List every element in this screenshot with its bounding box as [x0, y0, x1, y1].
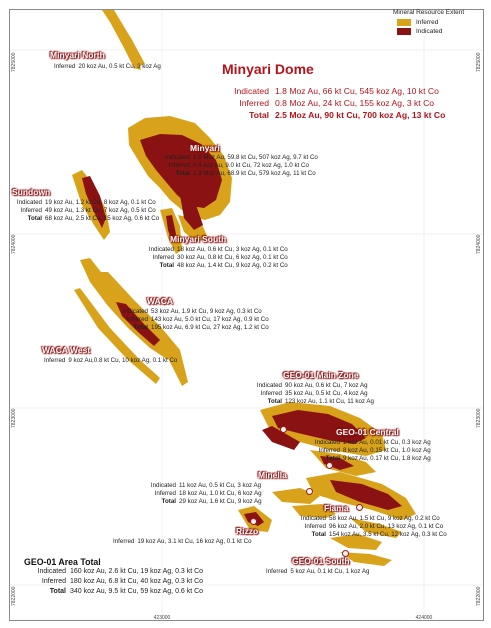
area-row-value: 340 koz Au, 9.5 kt Cu, 59 koz Ag, 0.6 kt Co: [70, 588, 204, 596]
row-label: Inferred: [54, 63, 76, 70]
row-label: Inferred: [154, 489, 176, 497]
fiama-title: Fiama: [324, 503, 349, 513]
area-row-inferred: [24, 577, 203, 587]
row-label: Inferred: [304, 522, 326, 530]
row-label: Indicated: [16, 199, 42, 206]
rizzo-title: Rizzo: [236, 526, 259, 536]
drillhole-marker: [306, 488, 313, 495]
row-label: Inferred: [20, 206, 42, 214]
dome-label: Total: [249, 110, 269, 121]
row-value: 0.4 koz Au, 9.0 kt Cu, 72 koz Ag, 1.0 kt Co: [193, 161, 309, 169]
row-label: Inferred: [126, 315, 148, 323]
row-label: Indicated: [300, 515, 326, 522]
row-label: Total: [175, 169, 190, 177]
legend-title: Mineral Resource Extent: [393, 9, 465, 16]
row-label: Inferred: [318, 446, 340, 454]
row-value: 19 koz Au, 3.1 kt Cu, 16 koz Ag, 0.1 kt Co: [137, 538, 252, 545]
row-label: Total: [159, 261, 174, 269]
geo01-south-inferred: [266, 568, 369, 576]
waca-title: WACA: [147, 296, 173, 306]
legend-swatch-inferred: [397, 19, 411, 26]
minyari-south-title: Minyari South: [170, 234, 227, 244]
row-label: Inferred: [152, 253, 174, 261]
row-label: Indicated: [150, 482, 176, 489]
dome-title: Minyari Dome: [222, 61, 314, 77]
row-value: 1.5 Moz Au, 59.8 kt Cu, 507 koz Ag, 9.7 kt Co: [193, 154, 318, 161]
minyari-north-title: Minyari North: [50, 50, 105, 60]
minyari-south-table: [140, 246, 288, 269]
row-value: 11 koz Au, 0.5 kt Cu, 3 koz Ag: [179, 482, 262, 489]
row-value: 8 koz Au, 0.15 kt Cu, 1.0 koz Ag: [343, 446, 431, 454]
dome-row-inferred: [232, 97, 445, 109]
geo01-central-title: GEO-01 Central: [336, 427, 399, 437]
row-value: 123 koz Au, 1.1 kt Cu, 11 koz Ag: [285, 397, 374, 405]
y-tick-right-7822000: 7822000: [476, 586, 482, 606]
row-value: 1 koz Au, 0.01 kt Cu, 0.3 koz Ag: [343, 439, 431, 446]
row-label: Indicated: [314, 439, 340, 446]
area-row-value: 180 koz Au, 6.8 kt Cu, 40 koz Ag, 0.3 kt Co: [70, 578, 204, 586]
row-value: 195 koz Au, 6.9 kt Cu, 27 koz Ag, 1.2 kt Co: [151, 323, 269, 331]
legend-label-indicated: Indicated: [416, 28, 443, 35]
drillhole-marker: [326, 462, 333, 469]
row-label: Total: [161, 497, 176, 505]
area-row-total: [24, 587, 203, 597]
row-value: 5 koz Au, 0.1 kt Cu, 1 koz Ag: [290, 568, 370, 575]
geo01-main-title: GEO-01 Main Zone: [283, 370, 359, 380]
geo01-central-table: [306, 439, 431, 462]
row-label: Total: [133, 323, 148, 331]
y-tick-right-7823000: 7823000: [476, 408, 482, 428]
row-value: 49 koz Au, 1.3 kt Cu, 7 koz Ag, 0.5 kt Co: [45, 206, 156, 214]
waca-west-title: WACA West: [42, 345, 91, 355]
legend-swatch-indicated: [397, 28, 411, 35]
dome-value: 1.8 Moz Au, 66 kt Cu, 545 koz Ag, 10 kt Co: [275, 86, 439, 96]
drillhole-marker: [280, 426, 287, 433]
row-value: 96 koz Au, 2.0 kt Cu, 13 koz Ag, 0.1 kt Co: [329, 522, 444, 530]
row-label: Indicated: [122, 308, 148, 315]
row-value: 58 koz Au, 1.5 kt Cu, 9 koz Ag, 0.2 kt Co: [329, 515, 440, 522]
area-total: [24, 557, 203, 597]
minella-title: Minella: [258, 470, 287, 480]
row-label: Inferred: [113, 538, 135, 545]
row-label: Indicated: [148, 246, 174, 253]
minyari-outline: [128, 116, 232, 242]
row-value: 143 koz Au, 5.0 kt Cu, 17 koz Ag, 0.9 kt Co: [151, 315, 269, 323]
dome-summary: [232, 85, 445, 121]
dome-row-total: [232, 109, 445, 121]
area-row-label: Inferred: [41, 578, 66, 586]
row-value: 154 koz Au, 3.5 kt Cu, 12 koz Ag, 0.3 kt Co: [329, 530, 447, 538]
area-row-value: 160 koz Au, 2.6 kt Cu, 19 koz Ag, 0.3 kt Co: [70, 568, 204, 575]
row-value: 1.9 Moz Au, 68.9 kt Cu, 579 koz Ag, 11 kt Co: [193, 169, 316, 177]
x-tick-423000: 423000: [153, 615, 171, 621]
y-tick-7824000: 7824000: [11, 234, 17, 254]
fiama-table: [292, 515, 447, 538]
y-tick-right-7825000: 7825000: [476, 52, 482, 72]
minyari-table: [156, 154, 318, 177]
row-label: Inferred: [260, 389, 282, 397]
row-value: 29 koz Au, 1.6 kt Cu, 9 koz Ag: [179, 497, 262, 505]
dome-value: 2.5 Moz Au, 90 kt Cu, 700 koz Ag, 13 kt Co: [275, 110, 446, 121]
waca-table: [114, 308, 269, 331]
dome-label: Indicated: [234, 86, 269, 96]
area-row-label: Total: [49, 588, 66, 596]
minyari-north-inferred: [54, 63, 161, 71]
geo01-south-title: GEO-01 South: [292, 556, 350, 566]
drillhole-marker: [250, 518, 257, 525]
legend: [393, 9, 464, 37]
y-tick-7823000: 7823000: [11, 408, 17, 428]
row-value: 19 koz Au, 1.2 kt Cu, 8 koz Ag, 0.1 kt Co: [45, 199, 156, 206]
row-value: 48 koz Au, 1.4 kt Cu, 9 koz Ag, 0.2 kt Co: [177, 261, 288, 269]
dome-row-indicated: [232, 85, 445, 97]
rizzo-inferred: [113, 538, 252, 546]
area-row-indicated: [24, 567, 203, 577]
row-value: 18 koz Au, 1.0 kt Cu, 6 koz Ag: [179, 489, 262, 497]
area-row-label: Indicated: [37, 568, 66, 575]
row-label: Total: [325, 454, 340, 462]
row-value: 68 koz Au, 2.5 kt Cu, 15 koz Ag, 0.6 kt Co: [45, 214, 160, 222]
row-label: Total: [27, 214, 42, 222]
y-tick-right-7824000: 7824000: [476, 234, 482, 254]
sundown-title: Sundown: [12, 187, 51, 197]
drillhole-marker: [356, 504, 363, 511]
y-tick-7825000: 7825000: [11, 52, 17, 72]
x-tick-424000: 424000: [415, 615, 433, 621]
row-label: Inferred: [266, 568, 288, 575]
sundown-table: [8, 199, 159, 222]
area-total-title: GEO-01 Area Total: [24, 557, 101, 567]
dome-value: 0.8 Moz Au, 24 kt Cu, 155 koz Ag, 3 kt Co: [275, 98, 435, 109]
minella-table: [142, 482, 262, 505]
minyari-north-outline: [102, 10, 145, 70]
waca-west-inferred: [44, 357, 177, 365]
row-value: 9 koz Au, 0.17 kt Cu, 1.8 koz Ag: [343, 454, 431, 462]
row-label: Indicated: [164, 154, 190, 161]
row-label: Inferred: [168, 161, 190, 169]
minyari-title: Minyari: [190, 143, 220, 153]
row-value: 20 koz Au, 0.5 kt Cu, 3 koz Ag: [78, 63, 161, 70]
row-value: 18 koz Au, 0.6 kt Cu, 3 koz Ag, 0.1 kt Co: [177, 246, 288, 253]
row-label: Total: [267, 397, 282, 405]
row-label: Total: [311, 530, 326, 538]
legend-label-inferred: Inferred: [416, 19, 439, 26]
row-value: 53 koz Au, 1.9 kt Cu, 9 koz Ag, 0.3 kt Co: [151, 308, 262, 315]
legend-item-indicated: [397, 28, 464, 35]
row-label: Indicated: [256, 382, 282, 389]
row-value: 35 koz Au, 0.5 kt Cu, 4 koz Ag: [285, 389, 368, 397]
geo01-main-table: [248, 382, 374, 405]
row-label: Inferred: [44, 357, 66, 364]
row-value: 9 koz Au,0.8 kt Cu, 10 koz Ag, 0.1 kt Co: [68, 357, 178, 364]
row-value: 30 koz Au, 0.8 kt Cu, 6 koz Ag, 0.1 kt Co: [177, 253, 288, 261]
y-tick-7822000: 7822000: [11, 586, 17, 606]
legend-item-inferred: [397, 19, 464, 26]
row-value: 90 koz Au, 0.6 kt Cu, 7 koz Ag: [285, 382, 368, 389]
dome-label: Inferred: [239, 98, 269, 109]
